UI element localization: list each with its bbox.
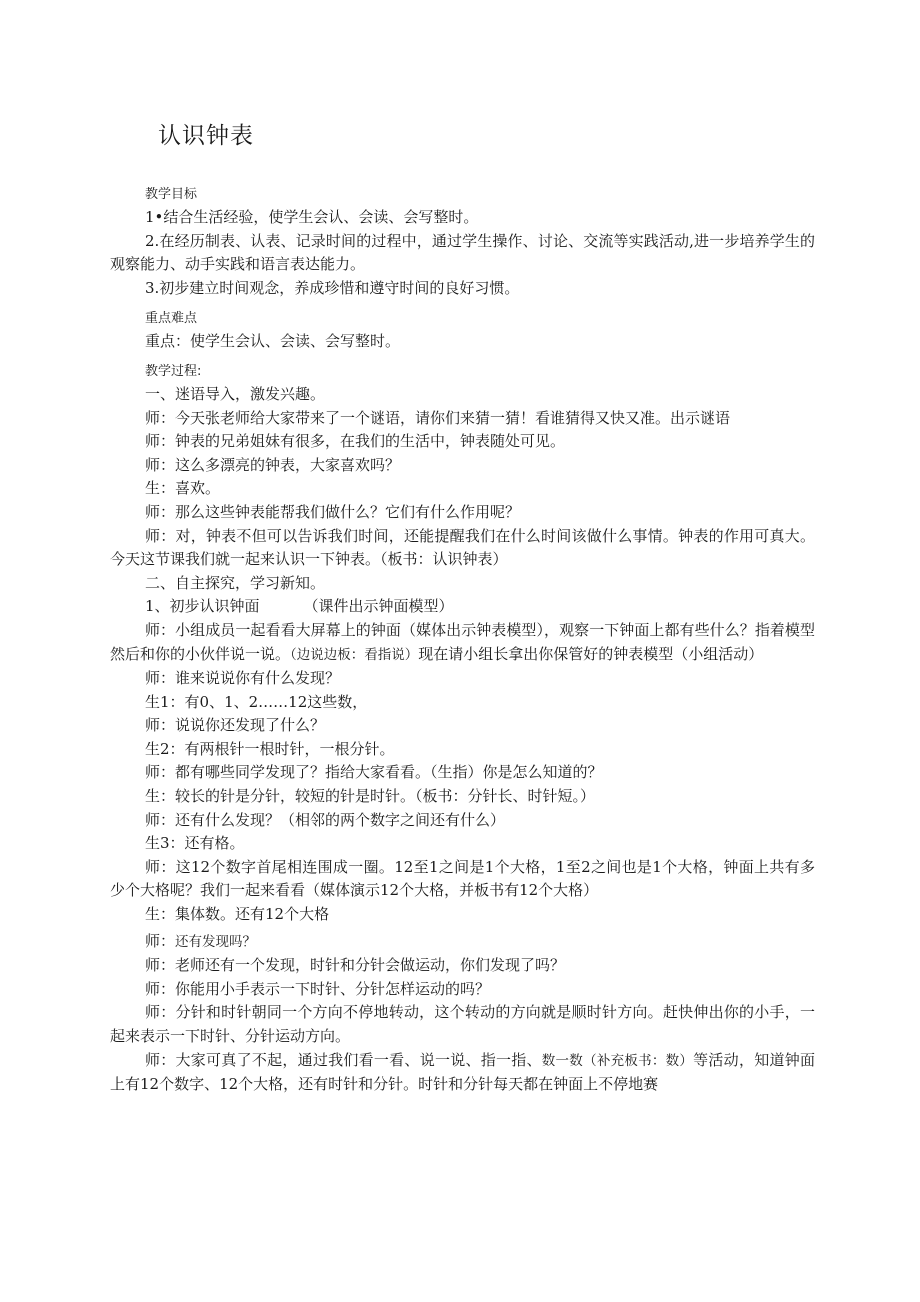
section1-line [110, 595, 815, 619]
final-text-c: 等活动，知道钟面上有12个数字、12个大格，还有时针和分针。时针和分针每天都在钟面上不停地赛 [110, 1050, 815, 1094]
dialog-line: 生：集体数。还有12个大格 [145, 905, 330, 924]
dialog-line: 师：你能用小手表示一下时针、分针怎样运动的吗？ [145, 979, 491, 998]
final-paragraph [110, 1049, 815, 1097]
process-line: 师：对，钟表不但可以告诉我们时间，还能提醒我们在什么时间该做什么事情。钟表的作用可真大。今天这节课我们就一起来认识一下钟表。（板书：认识钟表） [110, 526, 815, 569]
final-text-a: 师：大家可真了不起，通过我们看一看、说一说、指一指、 [145, 1050, 542, 1069]
process-line: 二、自主探究，学习新知。 [145, 573, 326, 592]
process-line: 一、迷语导入，激发兴趣。 [145, 384, 326, 403]
key-points-text: 重点：使学生会认、会读、会写整时。 [145, 332, 401, 351]
page-title: 认识钟表 [158, 123, 254, 149]
model-text-a: 师：小组成员一起看看大屏幕上的钟面（媒体出示钟表模型），观察一下钟面上都有些什么？指着模型然后和你的小伙伴说一说。 [110, 620, 815, 663]
dialog-line: 生1：有0、1、2……12这些数， [145, 692, 368, 711]
dialog-line: 师：还有什么发现？（相邻的两个数字之间还有什么） [145, 810, 506, 829]
process-line: 生：喜欢。 [145, 479, 221, 498]
more-text-a: 师： [145, 931, 176, 950]
process-heading: 教学过程: [145, 363, 202, 379]
section1-title: 1、初步认识钟面 [145, 597, 260, 616]
process-line: 师：那么这些钟表能帮我们做什么？它们有什么作用呢？ [145, 502, 521, 521]
process-line: 师：钟表的兄弟姐妹有很多，在我们的生活中，钟表随处可见。 [145, 432, 566, 451]
process-line: 师：今天张老师给大家带来了一个谜语，请你们来猜一猜！看谁猜得又快又准。出示谜语 [145, 408, 731, 427]
document-body [110, 184, 815, 1097]
process-line: 师：这么多漂亮的钟表，大家喜欢吗？ [145, 455, 401, 474]
dialog-line: 师：老师还有一个发现，时针和分针会做运动，你们发现了吗？ [145, 956, 566, 975]
model-text-b: （边说边板：看指说） [290, 646, 419, 663]
final-text-b: 数一数（补充板书：数） [541, 1052, 694, 1069]
model-text-c: 现在请小组长拿出你保管好的钟表模型（小组活动） [418, 644, 764, 663]
more-text-b: 还有发现吗？ [175, 933, 257, 950]
model-paragraph [110, 619, 815, 667]
dialog-line: 师：分针和时针朝同一个方向不停地转动，这个转动的方向就是顺时针方向。赶快伸出你的小手，一起来表示一下时针、分针运动方向。 [110, 1003, 815, 1045]
more-discovery-line [110, 930, 815, 955]
objective-item: 2.在经历制表、认表、记录时间的过程中，通过学生操作、讨论、交流等实践活动,进一步培养学生的观察能力、动手实践和语言表达能力。 [110, 231, 815, 274]
objective-item: 1•结合生活经验，使学生会认、会读、会写整时。 [145, 208, 479, 226]
dialog-line: 生2：有两根针一根时针，一根分针。 [145, 739, 395, 758]
dialog-line: 师：这12个数字首尾相连围成一圈。12至1之间是1个大格，1至2之间也是1个大格，钟面上共有多少个大格呢？我们一起来看看（媒体演示12个大格，并板书有12个大格） [110, 857, 815, 900]
objectives-heading: 教学目标 [145, 187, 198, 202]
section1-note: （课件出示钟面模型） [303, 597, 454, 616]
dialog-line: 师：谁来说说你有什么发现？ [145, 669, 341, 688]
key-points-heading: 重点难点 [145, 311, 198, 327]
dialog-line: 师：说说你还发现了什么？ [145, 716, 326, 735]
dialog-line: 师：都有哪些同学发现了？指给大家看看。（生指）你是怎么知道的？ [145, 763, 603, 782]
dialog-line: 生3：还有格。 [145, 834, 245, 853]
dialog-line: 生：较长的针是分针，较短的针是时针。（板书：分针长、时针短。） [145, 787, 596, 806]
objective-item: 3.初步建立时间观念，养成珍惜和遵守时间的良好习惯。 [145, 278, 520, 297]
